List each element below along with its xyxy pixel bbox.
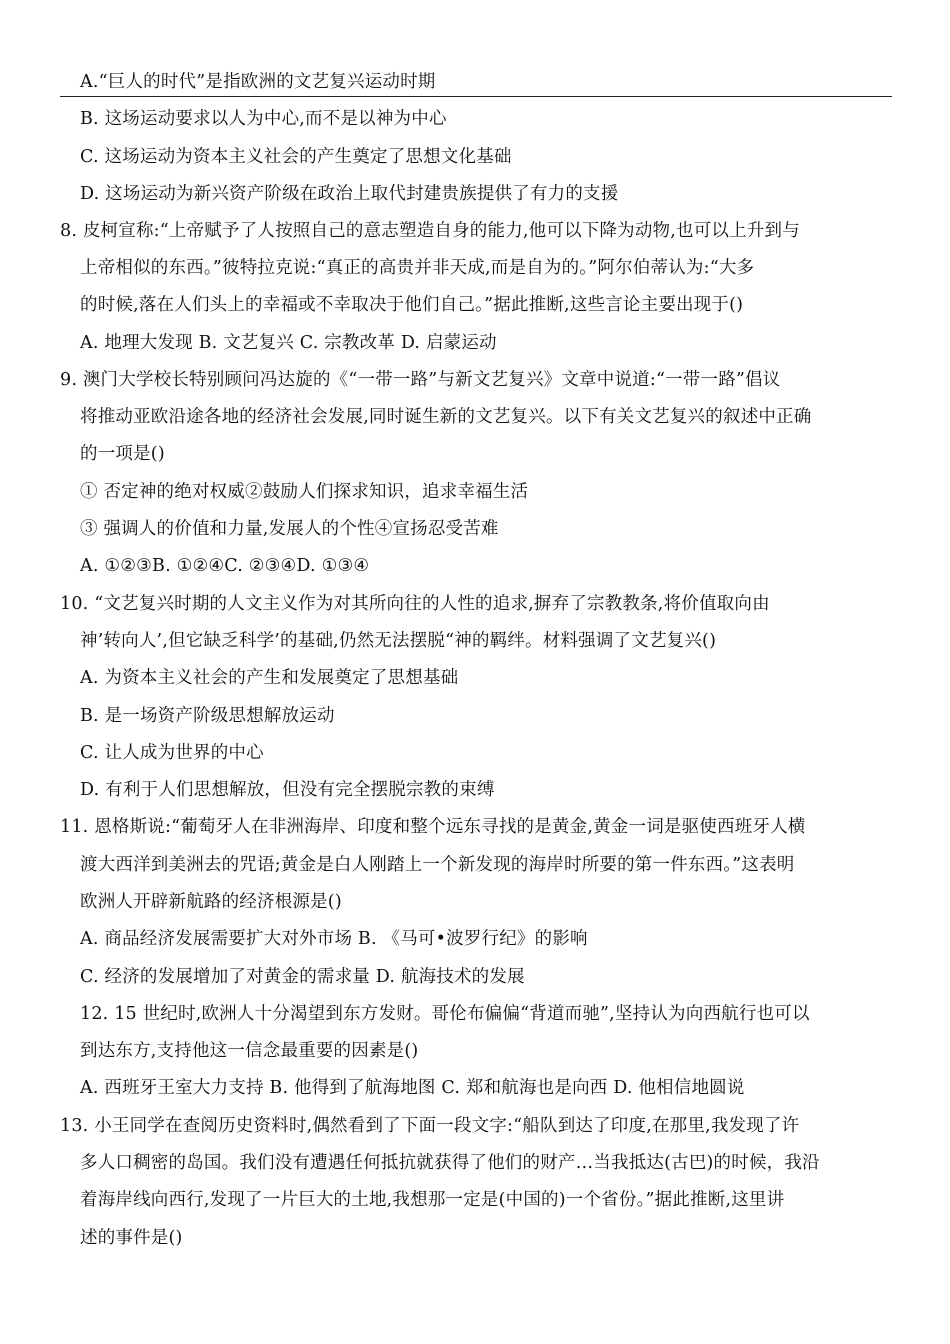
question-13-line-2: 多人口稠密的岛国。我们没有遭遇任何抵抗就获得了他们的财产…当我抵达(古巴)的时候，我沿	[80, 1153, 820, 1173]
question-11-options-cd: C. 经济的发展增加了对黄金的需求量 D. 航海技术的发展	[80, 967, 525, 987]
question-13-line-4: 述的事件是()	[80, 1228, 183, 1248]
question-10-line-2: 神’转向人’,但它缺乏科学’的基础,仍然无法摆脱“神的羁绊。材料强调了文艺复兴()	[80, 631, 717, 651]
question-9-line-3: 的一项是()	[80, 444, 165, 464]
question-9-options: A. ①②③B. ①②④C. ②③④D. ①③④	[80, 556, 370, 576]
question-13-line-1: 13. 小王同学在查阅历史资料时,偶然看到了下面一段文字:“船队到达了印度,在那里,我发现了许	[60, 1116, 800, 1136]
question-9-line-2: 将推动亚欧沿途各地的经济社会发展,同时诞生新的文艺复兴。以下有关文艺复兴的叙述中正确	[80, 407, 812, 427]
question-9-item-1: ① 否定神的绝对权威②鼓励人们探求知识，追求幸福生活	[80, 482, 529, 502]
question-8-options: A. 地理大发现 B. 文艺复兴 C. 宗教改革 D. 启蒙运动	[80, 333, 497, 353]
question-10-option-a: A. 为资本主义社会的产生和发展奠定了思想基础	[80, 668, 459, 688]
question-11-line-3: 欧洲人开辟新航路的经济根源是()	[80, 892, 342, 912]
option-7d: D. 这场运动为新兴资产阶级在政治上取代封建贵族提供了有力的支援	[80, 184, 619, 204]
question-10-line-1: 10. “文艺复兴时期的人文主义作为对其所向往的人性的追求,摒弃了宗教教条,将价值取向由	[60, 594, 770, 614]
question-10-option-d: D. 有利于人们思想解放，但没有完全摆脱宗教的束缚	[80, 780, 495, 800]
question-10-option-c: C. 让人成为世界的中心	[80, 743, 264, 763]
question-12-line-2: 到达东方,支持他这一信念最重要的因素是()	[80, 1041, 419, 1061]
question-11-options-ab: A. 商品经济发展需要扩大对外市场 B. 《马可•波罗行纪》的影响	[80, 929, 588, 949]
question-13-line-3: 着海岸线向西行,发现了一片巨大的土地,我想那一定是(中国的)一个省份。”据此推断,这里讲	[80, 1190, 785, 1210]
question-11-line-2: 渡大西洋到美洲去的咒语;黄金是白人刚踏上一个新发现的海岸时所要的第一件东西。”这表明	[80, 855, 795, 875]
question-9-item-2: ③ 强调人的价值和力量,发展人的个性④宣扬忍受苦难	[80, 519, 499, 539]
option-7a: A.“巨人的时代”是指欧洲的文艺复兴运动时期	[80, 72, 436, 92]
header-rule	[60, 96, 892, 97]
question-12-options: A. 西班牙王室大力支持 B. 他得到了航海地图 C. 郑和航海也是向西 D. 他相信地圆说	[80, 1078, 745, 1098]
option-7c: C. 这场运动为资本主义社会的产生奠定了思想文化基础	[80, 147, 512, 167]
question-8-line-2: 上帝相似的东西。”彼特拉克说:“真正的高贵并非天成,而是自为的。”阿尔伯蒂认为:“大多	[80, 258, 755, 278]
question-8-line-3: 的时候,落在人们头上的幸福或不幸取决于他们自己。”据此推断,这些言论主要出现于()	[80, 295, 744, 315]
question-8-line-1: 8. 皮柯宣称:“上帝赋予了人按照自己的意志塑造自身的能力,他可以下降为动物,也可以上升到与	[60, 221, 800, 241]
question-11-line-1: 11. 恩格斯说:“葡萄牙人在非洲海岸、印度和整个远东寻找的是黄金,黄金一词是驱使西班牙人横	[60, 817, 806, 837]
question-9-line-1: 9. 澳门大学校长特别顾问冯达旋的《“一带一路”与新文艺复兴》文章中说道:“一带一路”倡议	[60, 370, 781, 390]
question-12-line-1: 12. 15 世纪时,欧洲人十分渴望到东方发财。哥伦布偏偏“背道而驰”,坚持认为向西航行也可以	[80, 1004, 810, 1024]
option-7b: B. 这场运动要求以人为中心,而不是以神为中心	[80, 109, 447, 129]
question-10-option-b: B. 是一场资产阶级思想解放运动	[80, 706, 335, 726]
